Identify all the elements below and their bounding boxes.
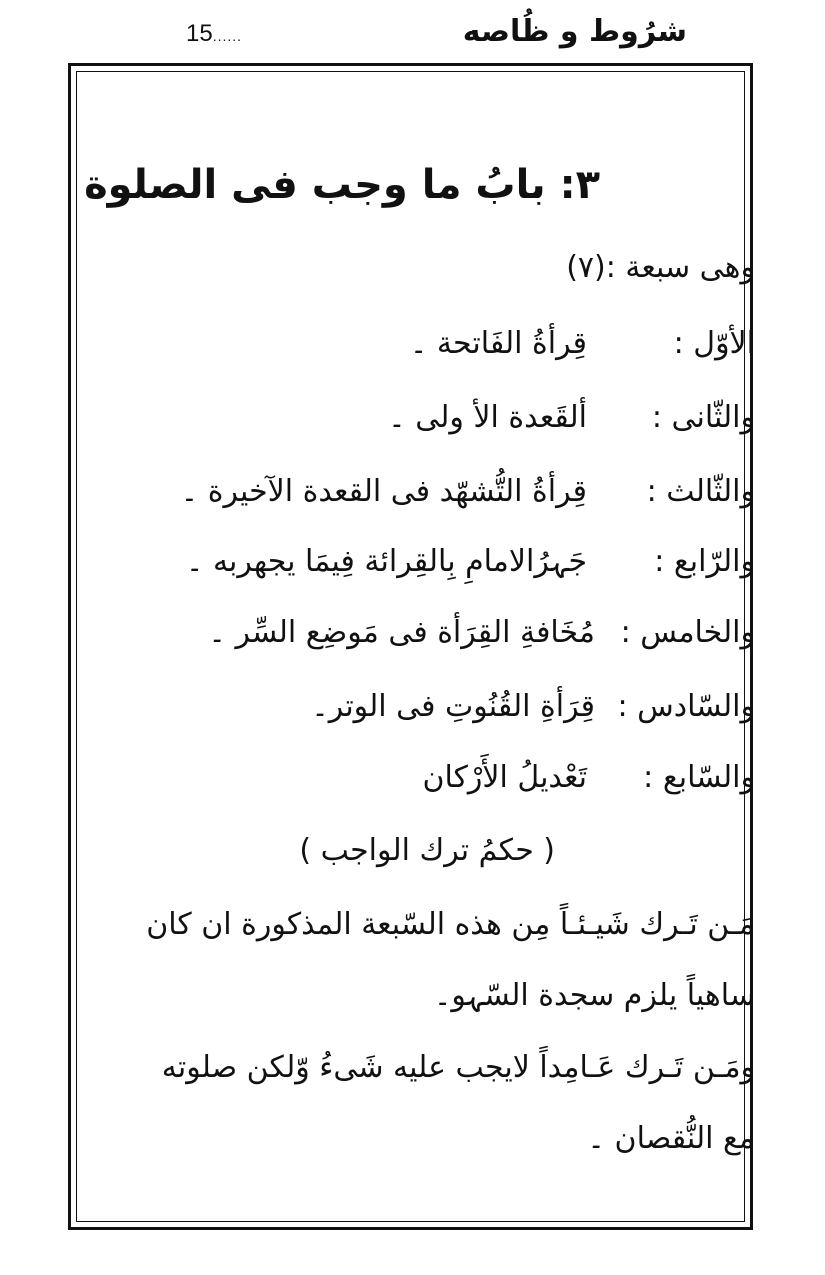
book-title: شرُوط و ظُاصه [462,14,687,49]
ruling-line-4: مع النُّقصان ۔ [587,1121,755,1156]
obligation-ordinal: والسّابع : [643,760,755,795]
obligation-text: ألقَعدة الأ ولى ۔ [388,400,587,435]
ruling-line-3: ومَـن تَـرك عَـامِداً لايجب عليه شَىءُ وّلكن صلوته [161,1050,755,1085]
obligation-text: تَعْديلُ الأَرْكان [422,760,587,795]
obligation-ordinal: والخامس : [620,615,755,650]
page-number [186,20,242,48]
obligation-text: قِرأةُ التُّشهّد فى القعدة الآخيرة ۔ [180,474,587,509]
page-number-dots: ...... [212,28,243,44]
obligation-text: مُخَافةِ القِرَأة فى مَوضِع السِّر ۔ [208,615,595,650]
chapter-intro: وهى سبعة :(٧) [566,250,755,285]
chapter-title: ٣: بابُ ما وجب فى الصلوة [84,162,600,208]
obligation-text: قِرَأةِ القُنُوتِ فى الوتر۔ [311,689,595,724]
page-number-value: 15 [186,20,213,47]
obligation-text: جَہرُالامامِ بِالقِرائة فِيمَا يجهربه ۔ [185,544,587,579]
ruling-line-1: مَـن تَـرك شَيـئـاً مِن هذه السّبعة المذكورة ان كان [146,907,755,942]
page-header [0,0,825,62]
obligation-ordinal: والثّانى : [651,400,755,435]
ruling-line-2: ساهياً يلزم سجدة السّہو۔ [433,978,755,1013]
obligation-ordinal: والسّادس : [617,689,755,724]
ruling-heading: ( حكمُ ترك الواجب ) [299,833,555,868]
obligation-text: قِرأةُ الفَاتحة ۔ [409,326,587,361]
obligation-ordinal: والرّابع : [654,544,755,579]
obligation-ordinal: الأوّل : [673,326,755,361]
obligation-ordinal: والثّالث : [646,474,755,509]
